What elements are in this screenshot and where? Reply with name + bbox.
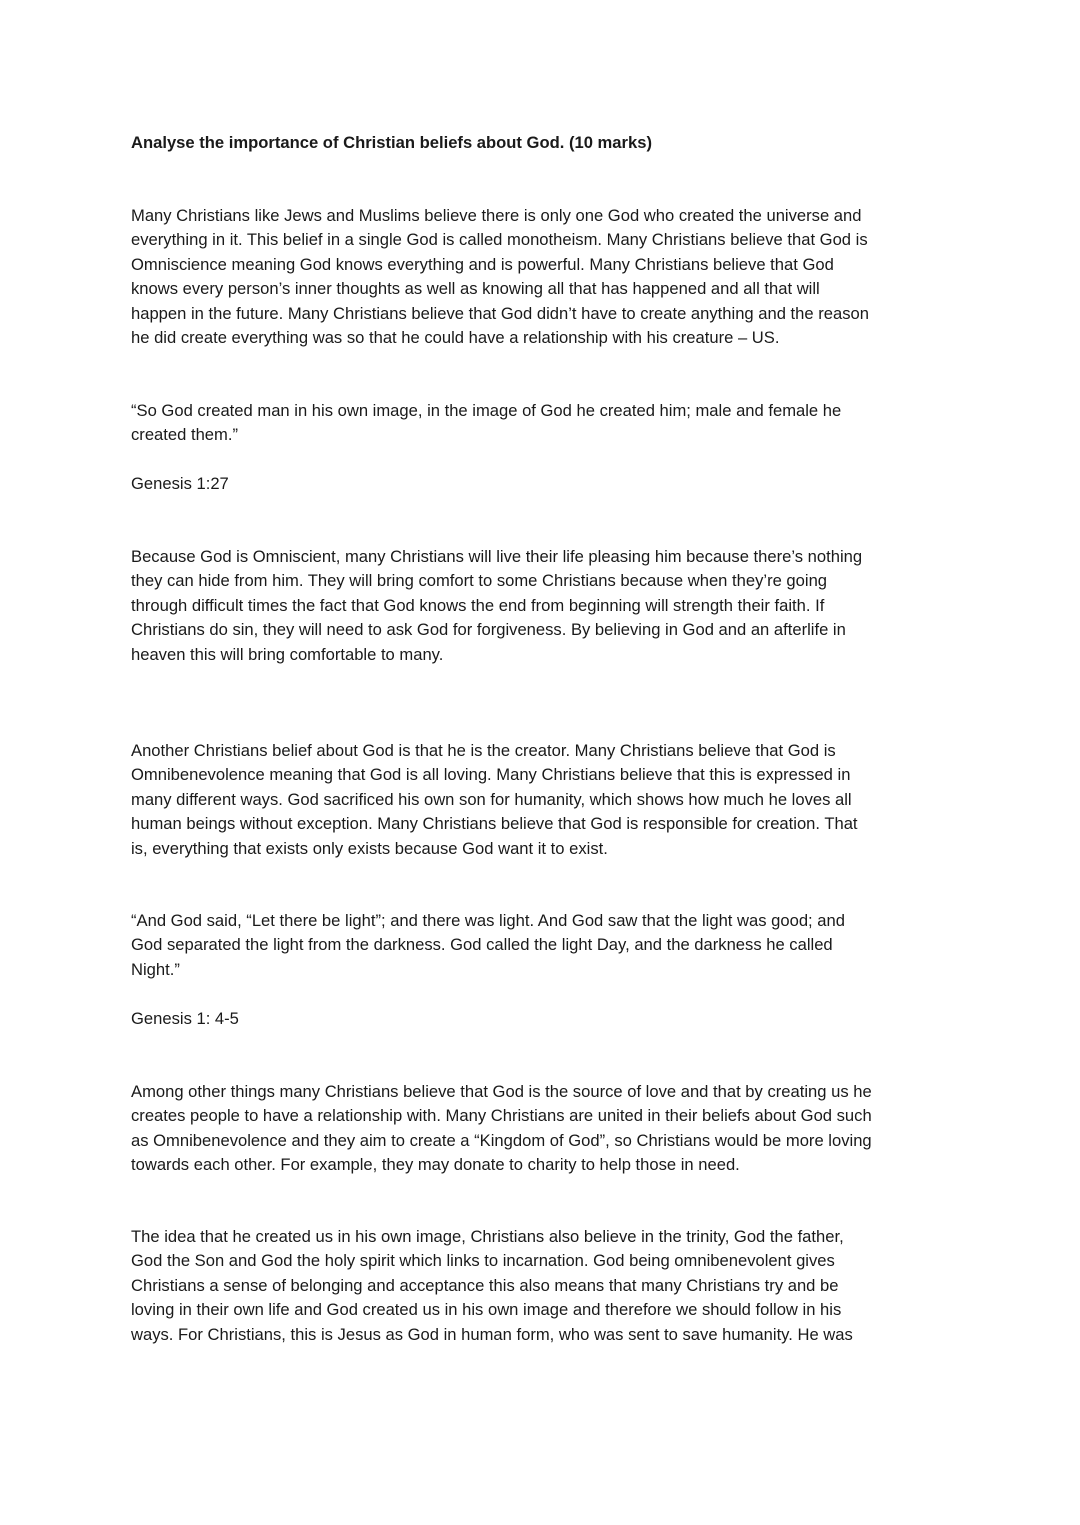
- text-line: Night.”: [131, 959, 180, 979]
- paragraph: [131, 1080, 872, 1178]
- text-line: God separated the light from the darkness. God called the light Day, and the darkness he called: [131, 935, 833, 955]
- text-line: Many Christians like Jews and Muslims believe there is only one God who created the universe and: [131, 206, 862, 225]
- text-line: created them.”: [131, 425, 238, 445]
- bible-reference: [131, 1007, 239, 1031]
- paragraph: [131, 545, 862, 667]
- text-line: Omniscience meaning God knows everything and is powerful. Many Christians believe that God: [131, 254, 834, 274]
- paragraph: [131, 739, 858, 861]
- text-line: “And God said, “Let there be light”; and there was light. And God saw that the light was good; and: [131, 911, 845, 930]
- paragraph: [131, 1225, 853, 1347]
- text-line: Another Christians belief about God is that he is the creator. Many Christians believe that God is: [131, 741, 836, 760]
- text-line: through difficult times the fact that God knows the end from beginning will strength their faith. If: [131, 595, 825, 615]
- text-line: as Omnibenevolence and they aim to create a “Kingdom of God”, so Christians would be more loving: [131, 1130, 872, 1150]
- text-line: he did create everything was so that he could have a relationship with his creature – US.: [131, 328, 780, 348]
- text-line: towards each other. For example, they may donate to charity to help those in need.: [131, 1155, 740, 1175]
- bible-quote: [131, 399, 841, 448]
- text-line: Christians do sin, they will need to ask God for forgiveness. By believing in God and an afterlife in: [131, 620, 846, 640]
- text-line: The idea that he created us in his own image, Christians also believe in the trinity, God the father,: [131, 1227, 844, 1246]
- text-line: God the Son and God the holy spirit which links to incarnation. God being omnibenevolent gives: [131, 1251, 835, 1271]
- text-line: is, everything that exists only exists because God want it to exist.: [131, 838, 608, 858]
- bible-quote: [131, 909, 845, 982]
- text-line: they can hide from him. They will bring comfort to some Christians because when they’re going: [131, 571, 828, 591]
- page-title: Analyse the importance of Christian beliefs about God. (10 marks): [131, 133, 652, 152]
- text-line: loving in their own life and God created us in his own image and therefore we should follow in his: [131, 1300, 842, 1320]
- bible-reference: [131, 472, 229, 496]
- text-line: heaven this will bring comfortable to many.: [131, 644, 444, 664]
- text-line: ways. For Christians, this is Jesus as God in human form, who was sent to save humanity. He was: [131, 1324, 853, 1344]
- text-line: Because God is Omniscient, many Christians will live their life pleasing him because there’s nothing: [131, 547, 863, 566]
- text-line: human beings without exception. Many Christians believe that God is responsible for creation. That: [131, 814, 858, 834]
- text-line: “So God created man in his own image, in the image of God he created him; male and female he: [131, 401, 842, 420]
- text-line: everything in it. This belief in a single God is called monotheism. Many Christians believe that God is: [131, 230, 868, 250]
- text-line: Omnibenevolence meaning that God is all loving. Many Christians believe that this is expressed in: [131, 765, 851, 785]
- text-line: Genesis 1:27: [131, 474, 229, 493]
- paragraph: [131, 204, 869, 350]
- text-line: Among other things many Christians believe that God is the source of love and that by creating us he: [131, 1082, 872, 1101]
- text-line: happen in the future. Many Christians believe that God didn’t have to create anything and the reason: [131, 303, 869, 323]
- text-line: many different ways. God sacrificed his own son for humanity, which shows how much he loves all: [131, 789, 852, 809]
- text-line: Christians a sense of belonging and acceptance this also means that many Christians try and be: [131, 1275, 839, 1295]
- text-line: Genesis 1: 4-5: [131, 1009, 239, 1028]
- text-line: creates people to have a relationship with. Many Christians are united in their beliefs about God such: [131, 1106, 872, 1126]
- text-line: knows every person’s inner thoughts as well as knowing all that has happened and all that will: [131, 279, 820, 299]
